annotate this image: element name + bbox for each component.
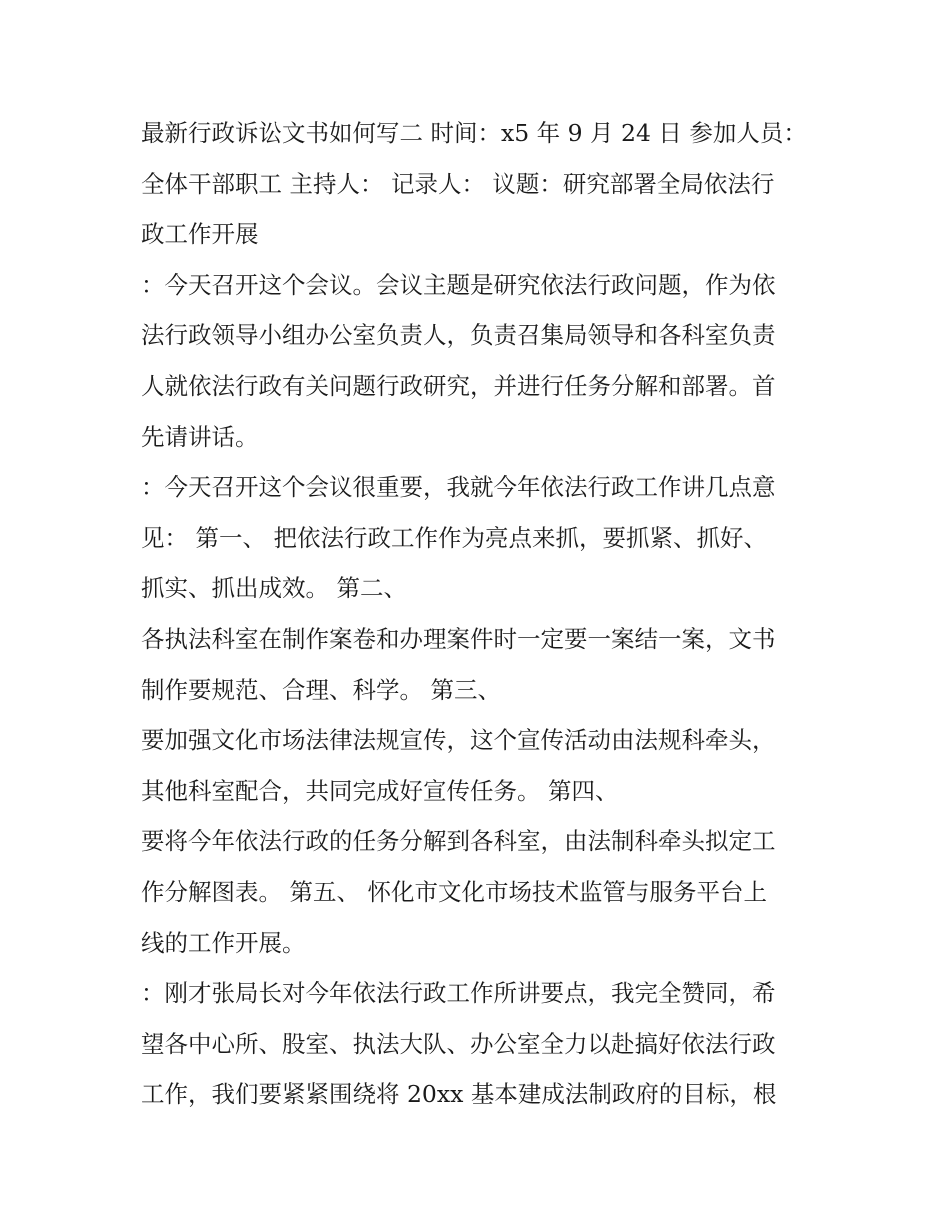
text-line: 最新行政诉讼文书如何写二 时间：x5 年 9 月 24 日 参加人员： (141, 119, 807, 147)
text-line: ：今天召开这个会议。会议主题是研究依法行政问题，作为依 (141, 270, 776, 299)
text-line: 线的工作开展。 (141, 928, 306, 957)
text-line: 法行政领导小组办公室负责人，负责召集局领导和各科室负责 (141, 321, 776, 350)
text-line: 作分解图表。 第五、 怀化市文化市场技术监管与服务平台上 (141, 877, 767, 906)
text-line: 制作要规范、合理、科学。 第三、 (141, 675, 501, 704)
text-line: 先请讲话。 (141, 422, 259, 451)
text-line: 政工作开展 (141, 220, 259, 249)
text-line: ：刚才张局长对今年依法行政工作所讲要点，我完全赞同，希 (141, 979, 776, 1008)
text-line: 抓实、抓出成效。 第二、 (141, 574, 407, 603)
text-line: 其他科室配合，共同完成好宣传任务。 第四、 (141, 776, 619, 805)
text-line: 要将今年依法行政的任务分解到各科室，由法制科牵头拟定工 (141, 827, 776, 856)
text-line: 工作，我们要紧紧围绕将 20xx 基本建成法制政府的目标，根 (141, 1080, 777, 1109)
text-line: 各执法科室在制作案卷和办理案件时一定要一案结一案，文书 (141, 624, 776, 653)
text-line: ：今天召开这个会议很重要，我就今年依法行政工作讲几点意 (141, 473, 776, 502)
text-line: 全体干部职工 主持人： 记录人： 议题：研究部署全局依法行 (141, 169, 775, 198)
document-body (141, 108, 821, 1120)
text-line: 望各中心所、股室、执法大队、办公室全力以赴搞好依法行政 (141, 1029, 776, 1058)
text-line: 要加强文化市场法律法规宣传，这个宣传活动由法规科牵头， (141, 726, 776, 755)
text-line: 人就依法行政有关问题行政研究，并进行任务分解和部署。首 (141, 371, 776, 400)
text-line: 见： 第一、 把依法行政工作作为亮点来抓，要抓紧、抓好、 (141, 523, 767, 552)
